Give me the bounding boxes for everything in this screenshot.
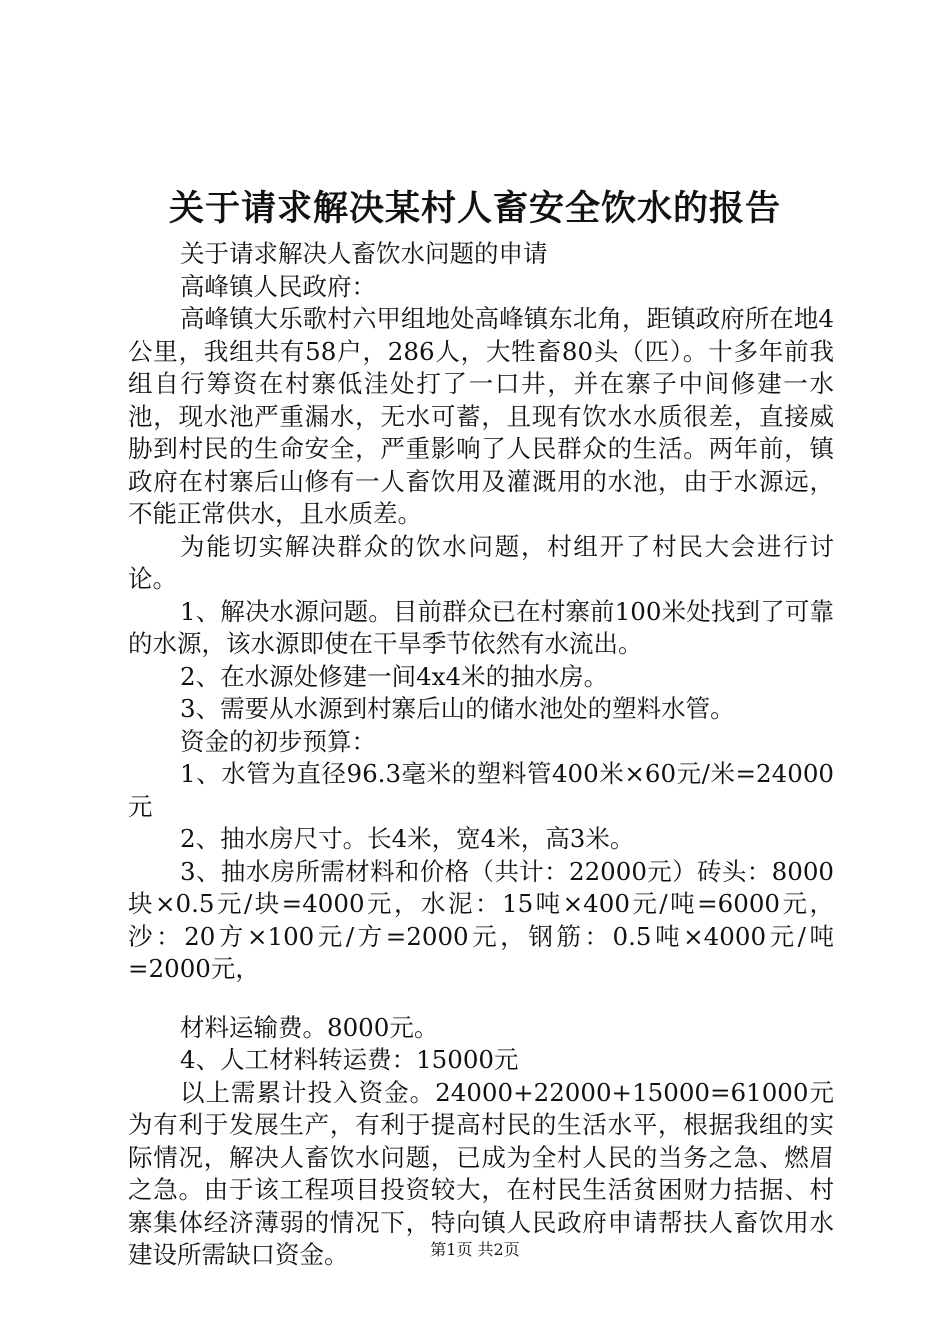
meeting-paragraph: 为能切实解决群众的饮水问题，村组开了村民大会进行讨论。	[128, 531, 834, 593]
document-title: 关于请求解决某村人畜安全饮水的报告	[168, 188, 781, 229]
addressee-paragraph: 高峰镇人民政府：	[180, 271, 376, 301]
page-number: 第1页 共2页	[430, 1240, 520, 1259]
budget-heading: 资金的初步预算：	[180, 726, 376, 756]
transport-cost-paragraph: 材料运输费。8000元。	[180, 1012, 439, 1042]
conclusion-paragraph: 以上需累计投入资金。24000+22000+15000=61000元为有利于发展生产，有利于提高村民的生活水平，根据我组的实际情况，解决人畜饮水问题，已成为全村人民的当务之急、燃眉之急。由于该工程项目投资较大，在村民生活贫困财力拮据、村寨集体经济薄弱的情况下，特向镇人民政府申请帮扶人畜饮用水建设所需缺口资金。	[128, 1077, 834, 1269]
background-paragraph: 高峰镇大乐歌村六甲组地处高峰镇东北角，距镇政府所在地4公里，我组共有58户，286人，大牲畜80头（匹）。十多年前我组自行筹资在村寨低洼处打了一口井，并在寨子中间修建一水池，现水池严重漏水，无水可蓄，且现有饮水水质很差，直接威胁到村民的生命安全，严重影响了人民群众的生活。两年前，镇政府在村寨后山修有一人畜饮用及灌溉用的水池，由于水源远，不能正常供水，且水质差。	[128, 304, 834, 528]
document-body	[128, 238, 834, 1272]
plan-item-2: 2、在水源处修建一间4x4米的抽水房。	[180, 661, 609, 691]
plan-item-1: 1、解决水源问题。目前群众已在村寨前100米处找到了可靠的水源，该水源即使在干旱季节依然有水流出。	[128, 596, 834, 658]
subtitle-paragraph: 关于请求解决人畜饮水问题的申请	[180, 239, 548, 268]
budget-item-4: 4、人工材料转运费：15000元	[180, 1045, 519, 1074]
budget-item-3: 3、抽水房所需材料和价格（共计：22000元）砖头：8000块×0.5元/块=4000元，水泥：15吨×400元/吨=6000元，沙：20方×100元/方=2000元，钢筋：0.5吨×4000元/吨=2000元，	[128, 856, 834, 983]
budget-item-2: 2、抽水房尺寸。长4米，宽4米，高3米。	[180, 824, 635, 853]
plan-item-3: 3、需要从水源到村寨后山的储水池处的塑料水管。	[180, 694, 735, 723]
budget-item-1: 1、水管为直径96.3毫米的塑料管400米×60元/米=24000元	[128, 759, 834, 821]
